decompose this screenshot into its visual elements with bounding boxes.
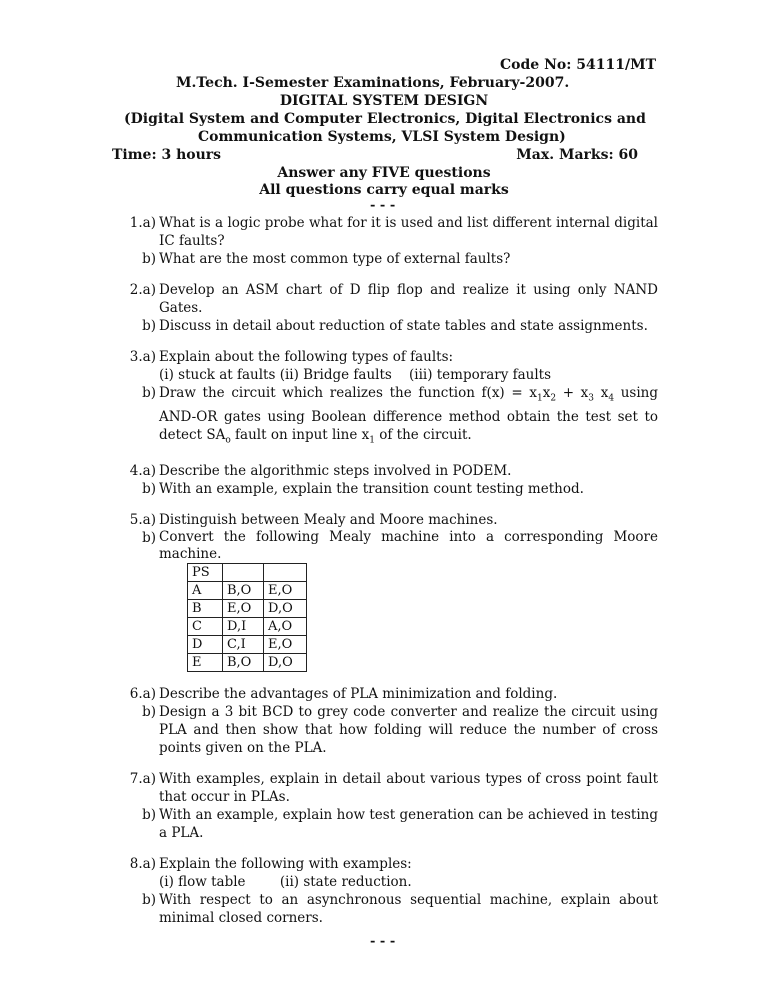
question-8 — [110, 855, 658, 927]
question-5a — [110, 511, 658, 529]
question-2b — [110, 317, 658, 335]
table-cell: B — [188, 600, 223, 618]
table-cell: B,O — [223, 654, 264, 672]
exam-title: M.Tech. I-Semester Examinations, February-2007. — [176, 75, 570, 91]
header-separator: - - - — [370, 198, 396, 213]
question-number: 2.a) — [129, 282, 156, 298]
table-row — [188, 564, 307, 582]
question-7a — [110, 770, 658, 806]
question-text: With an example, explain how test generation can be achieved in testing a PLA. — [159, 807, 658, 842]
question-7b — [110, 806, 658, 842]
table-cell: E,O — [223, 600, 264, 618]
question-4b — [110, 480, 658, 498]
question-2 — [110, 281, 658, 335]
subject-title: DIGITAL SYSTEM DESIGN — [279, 93, 489, 109]
question-3b — [110, 384, 658, 449]
instruction-answer-five: Answer any FIVE questions — [277, 165, 491, 181]
question-number: b) — [142, 481, 156, 498]
question-text: Design a 3 bit BCD to grey code converter and realize the circuit using PLA and then show that how folding will reduce the number of cross points given on the PLA. — [159, 704, 658, 757]
question-number: 7.a) — [129, 771, 156, 788]
question-1b — [110, 250, 658, 268]
question-1 — [110, 214, 658, 268]
table-cell: D,O — [264, 654, 307, 672]
question-number: b) — [142, 385, 156, 401]
table-cell: C,I — [223, 636, 264, 654]
question-text: Explain about the following types of faults: — [159, 349, 454, 365]
table-cell: D — [188, 636, 223, 654]
question-text: With respect to an asynchronous sequential machine, explain about minimal closed corners. — [159, 892, 658, 927]
time-allowed: Time: 3 hours — [112, 147, 222, 163]
question-3a — [110, 348, 658, 384]
table-row — [188, 600, 307, 618]
question-number: b) — [142, 318, 156, 334]
table-cell: D,O — [264, 600, 307, 618]
question-text: Draw the circuit which realizes the function $f(x) = x_1x_2 + x_3$ $x_4$ using AND-OR gates using Boolean difference method obtain the test set to detect $SA_o$ fault on input line $x_1$ of the circuit. — [159, 385, 658, 446]
question-number: b) — [142, 704, 156, 721]
table-cell: A — [188, 582, 223, 600]
question-text: With an example, explain the transition count testing method. — [159, 481, 584, 498]
branches-line-1: (Digital System and Computer Electronics, Digital Electronics and — [124, 111, 646, 127]
question-3 — [110, 348, 658, 449]
question-4 — [110, 462, 658, 498]
table-cell: E — [188, 654, 223, 672]
branches-line-2: Communication Systems, VLSI System Design) — [198, 129, 566, 145]
question-number: 5.a) — [129, 512, 156, 529]
question-number: b) — [142, 892, 156, 909]
question-6b — [110, 703, 658, 757]
question-text: Discuss in detail about reduction of state tables and state assignments. — [159, 318, 648, 334]
question-subtext: (i) stuck at faults (ii) Bridge faults (iii) temporary faults — [159, 367, 552, 383]
question-8b — [110, 891, 658, 927]
table-cell — [264, 564, 307, 582]
table-row — [188, 582, 307, 600]
question-1a — [110, 214, 658, 250]
code-number: Code No: 54111/MT — [500, 57, 656, 73]
question-2a — [110, 281, 658, 317]
footer-separator: - - - — [370, 934, 396, 949]
question-text: What is a logic probe what for it is used and list different internal digital IC faults? — [159, 215, 658, 249]
table-cell: A,O — [264, 618, 307, 636]
question-8a — [110, 855, 658, 891]
table-row — [188, 618, 307, 636]
question-number: 6.a) — [129, 686, 156, 703]
question-text: Describe the advantages of PLA minimization and folding. — [159, 686, 558, 703]
table-row — [188, 636, 307, 654]
question-6 — [110, 685, 658, 757]
question-text: Explain the following with examples: — [159, 856, 412, 873]
question-number: 1.a) — [129, 215, 156, 231]
question-text: With examples, explain in detail about various types of cross point fault that occur in PLAs. — [159, 771, 658, 806]
question-number: b) — [142, 530, 156, 547]
mealy-state-table — [187, 563, 307, 672]
question-text: Develop an ASM chart of D flip flop and realize it using only NAND Gates. — [159, 282, 658, 316]
question-4a — [110, 462, 658, 480]
table-cell — [223, 564, 264, 582]
question-subtext: (i) flow table (ii) state reduction. — [159, 874, 412, 891]
question-number: 4.a) — [129, 463, 156, 480]
question-number: b) — [142, 807, 156, 824]
table-cell: E,O — [264, 582, 307, 600]
instruction-equal-marks: All questions carry equal marks — [259, 182, 509, 198]
question-number: b) — [142, 251, 156, 267]
question-7 — [110, 770, 658, 842]
table-row — [188, 654, 307, 672]
question-5 — [110, 511, 658, 672]
questions — [110, 214, 658, 940]
question-text: Distinguish between Mealy and Moore machines. — [159, 512, 498, 529]
table-cell: E,O — [264, 636, 307, 654]
question-text: Describe the algorithmic steps involved in PODEM. — [159, 463, 512, 480]
question-text: Convert the following Mealy machine into a corresponding Moore machine. — [159, 529, 658, 563]
table-cell: C — [188, 618, 223, 636]
table-cell: D,I — [223, 618, 264, 636]
table-cell: PS — [188, 564, 223, 582]
max-marks: Max. Marks: 60 — [516, 147, 638, 163]
table-cell: B,O — [223, 582, 264, 600]
question-number: 8.a) — [129, 856, 156, 873]
question-number: 3.a) — [129, 349, 156, 365]
question-6a — [110, 685, 658, 703]
question-text: What are the most common type of external faults? — [159, 251, 511, 267]
question-5b — [110, 529, 658, 672]
